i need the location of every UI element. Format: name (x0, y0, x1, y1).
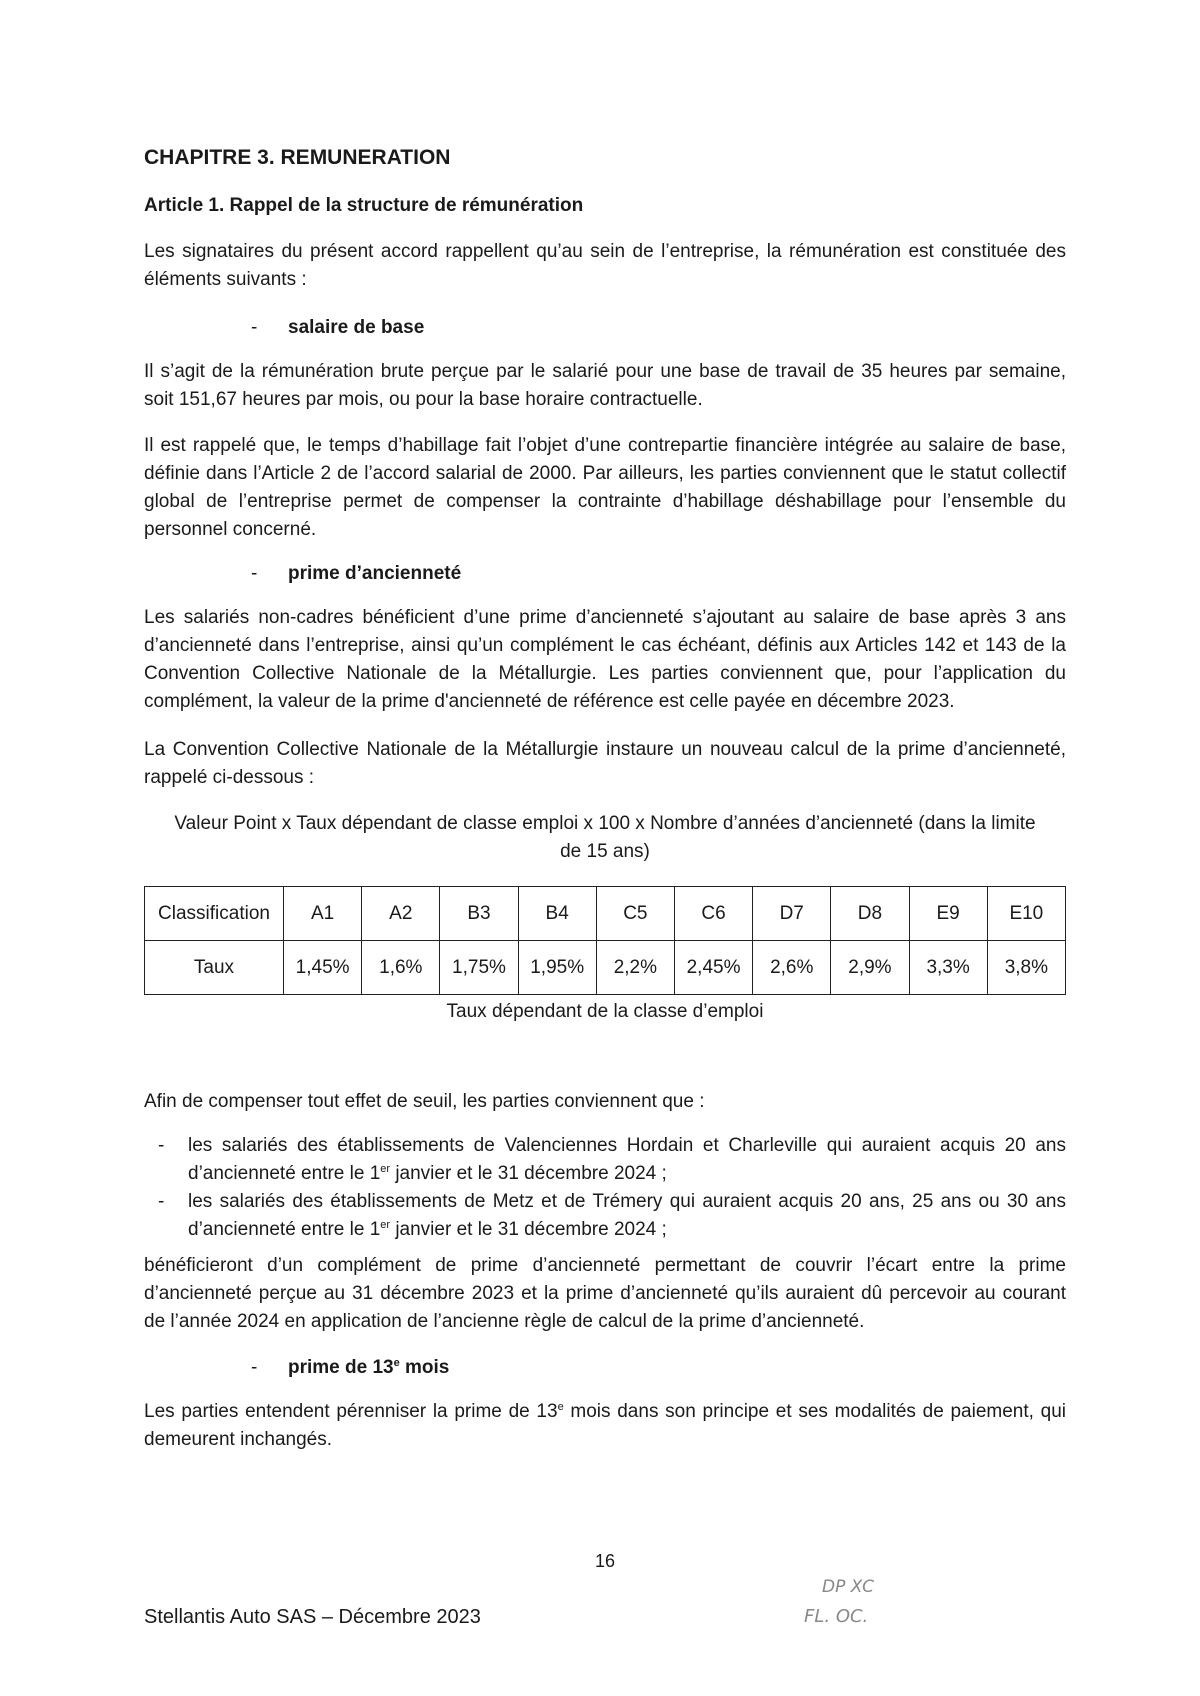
document-page (144, 0, 1066, 1696)
table-row-header: Classification (145, 887, 284, 941)
bullet-dash: - (158, 1135, 165, 1156)
prime-anciennete-paragraph-2: La Convention Collective Nationale de la Métallurgie instaure un nouveau calcul de la prime d’ancienneté, rappelé ci-dessous : (144, 739, 1066, 788)
list-item (144, 1188, 1066, 1244)
heading-text: prime de 13 (288, 1357, 394, 1378)
table-cell: A2 (362, 887, 440, 941)
handwritten-initials (800, 1570, 940, 1630)
bullet-dash: - (158, 1191, 165, 1212)
heading-dash: - (251, 317, 258, 338)
table-caption: Taux dépendant de la classe d’emploi (446, 1001, 764, 1022)
heading-label: prime d’ancienneté (288, 563, 462, 584)
superscript: er (380, 1163, 391, 1175)
table-cell: E10 (987, 887, 1065, 941)
table-cell: 3,8% (987, 941, 1065, 995)
table-cell: 1,6% (362, 941, 440, 995)
table-cell: C6 (674, 887, 752, 941)
superscript: er (380, 1219, 391, 1231)
table-cell: D8 (831, 887, 909, 941)
table-cell: 1,45% (284, 941, 362, 995)
salaire-base-paragraph-1: Il s’agit de la rémunération brute perçue par le salarié pour une base de travail de 35 heures par semaine, soit 151,67 heures par mois, ou pour la base horaire contractuelle. (144, 361, 1066, 410)
initials-line-2: FL. OC. (804, 1606, 869, 1627)
article-title: Article 1. Rappel de la structure de rémunération (144, 195, 584, 216)
table-cell: 2,45% (674, 941, 752, 995)
heading-dash: - (251, 563, 258, 584)
list-item-text: les salariés des établissements de Metz et de Trémery qui auraient acquis 20 ans, 25 ans ou 30 ans d’ancienneté entre le 1 (188, 1191, 1066, 1240)
table-cell: 1,75% (440, 941, 518, 995)
prime-anciennete-paragraph-3: Afin de compenser tout effet de seuil, les parties conviennent que : (144, 1091, 705, 1112)
seuil-bullet-list (144, 1132, 1066, 1244)
table-cell: 1,95% (518, 941, 596, 995)
list-item (144, 1132, 1066, 1188)
table-row-header: Taux (145, 941, 284, 995)
heading-label: salaire de base (288, 317, 425, 338)
table-row-taux (145, 941, 1066, 995)
table-cell: A1 (284, 887, 362, 941)
salaire-base-paragraph-2: Il est rappelé que, le temps d’habillage fait l’objet d’une contrepartie financière intégrée au salaire de base, définie dans l’Article 2 de l’accord salarial de 2000. Par ailleurs, les parties conviennent que le statut collectif global de l’entreprise permet de compenser la contrainte d’habillage déshabillage pour l’ensemble du personnel concerné. (144, 435, 1066, 540)
table-cell: 2,2% (596, 941, 674, 995)
rates-table-wrapper (144, 886, 1066, 995)
table-cell: D7 (753, 887, 831, 941)
page-number: 16 (594, 1551, 616, 1571)
list-item-text: les salariés des établissements de Valenciennes Hordain et Charleville qui auraient acquis 20 ans d’ancienneté entre le 1 (188, 1135, 1066, 1184)
prime-anciennete-paragraph-1: Les salariés non-cadres bénéficient d’une prime d’ancienneté s’ajoutant au salaire de base après 3 ans d’ancienneté dans l’entreprise, ainsi qu’un complément le cas échéant, définis aux Articles 142 et 143 de la Convention Collective Nationale de la Métallurgie. Les parties conviennent que, pour l’application du complément, la valeur de la prime d'ancienneté de référence est celle payée en décembre 2023. (144, 607, 1066, 712)
table-cell: 2,9% (831, 941, 909, 995)
table-cell: B3 (440, 887, 518, 941)
prime-anciennete-paragraph-4: bénéficieront d’un complément de prime d’ancienneté permettant de couvrir l’écart entre la prime d’ancienneté perçue au 31 décembre 2023 et la prime d’ancienneté qu’ils auraient dû percevoir au courant de l’année 2024 en application de l’ancienne règle de calcul de la prime d’ancienneté. (144, 1255, 1066, 1332)
rates-table (144, 886, 1066, 995)
heading-text-end: mois (399, 1357, 450, 1378)
table-cell: E9 (909, 887, 987, 941)
table-cell: B4 (518, 887, 596, 941)
intro-paragraph: Les signataires du présent accord rappellent qu’au sein de l’entreprise, la rémunération est constituée des éléments suivants : (144, 241, 1066, 290)
formula-text: Valeur Point x Taux dépendant de classe emploi x 100 x Nombre d’années d’ancienneté (dans la limite de 15 ans) (174, 813, 1036, 862)
paragraph-text: Les parties entendent pérenniser la prime de 13 (144, 1401, 558, 1422)
initials-line-1: DP XC (822, 1577, 874, 1597)
list-item-text-end: janvier et le 31 décembre 2024 ; (390, 1163, 667, 1184)
paragraph-text-end: mois dans son principe et ses modalités de paiement, qui demeurent inchangés. (144, 1401, 1067, 1450)
heading-dash: - (251, 1357, 258, 1378)
superscript: e (557, 1401, 564, 1413)
heading-label (288, 1354, 449, 1382)
footer-text: Stellantis Auto SAS – Décembre 2023 (144, 1606, 481, 1628)
list-item-text-end: janvier et le 31 décembre 2024 ; (390, 1219, 667, 1240)
table-row-classification (145, 887, 1066, 941)
table-cell: C5 (596, 887, 674, 941)
prime-13-paragraph (144, 1398, 1066, 1454)
table-cell: 3,3% (909, 941, 987, 995)
chapter-title: CHAPITRE 3. REMUNERATION (144, 146, 451, 169)
table-cell: 2,6% (753, 941, 831, 995)
superscript: e (393, 1357, 400, 1369)
